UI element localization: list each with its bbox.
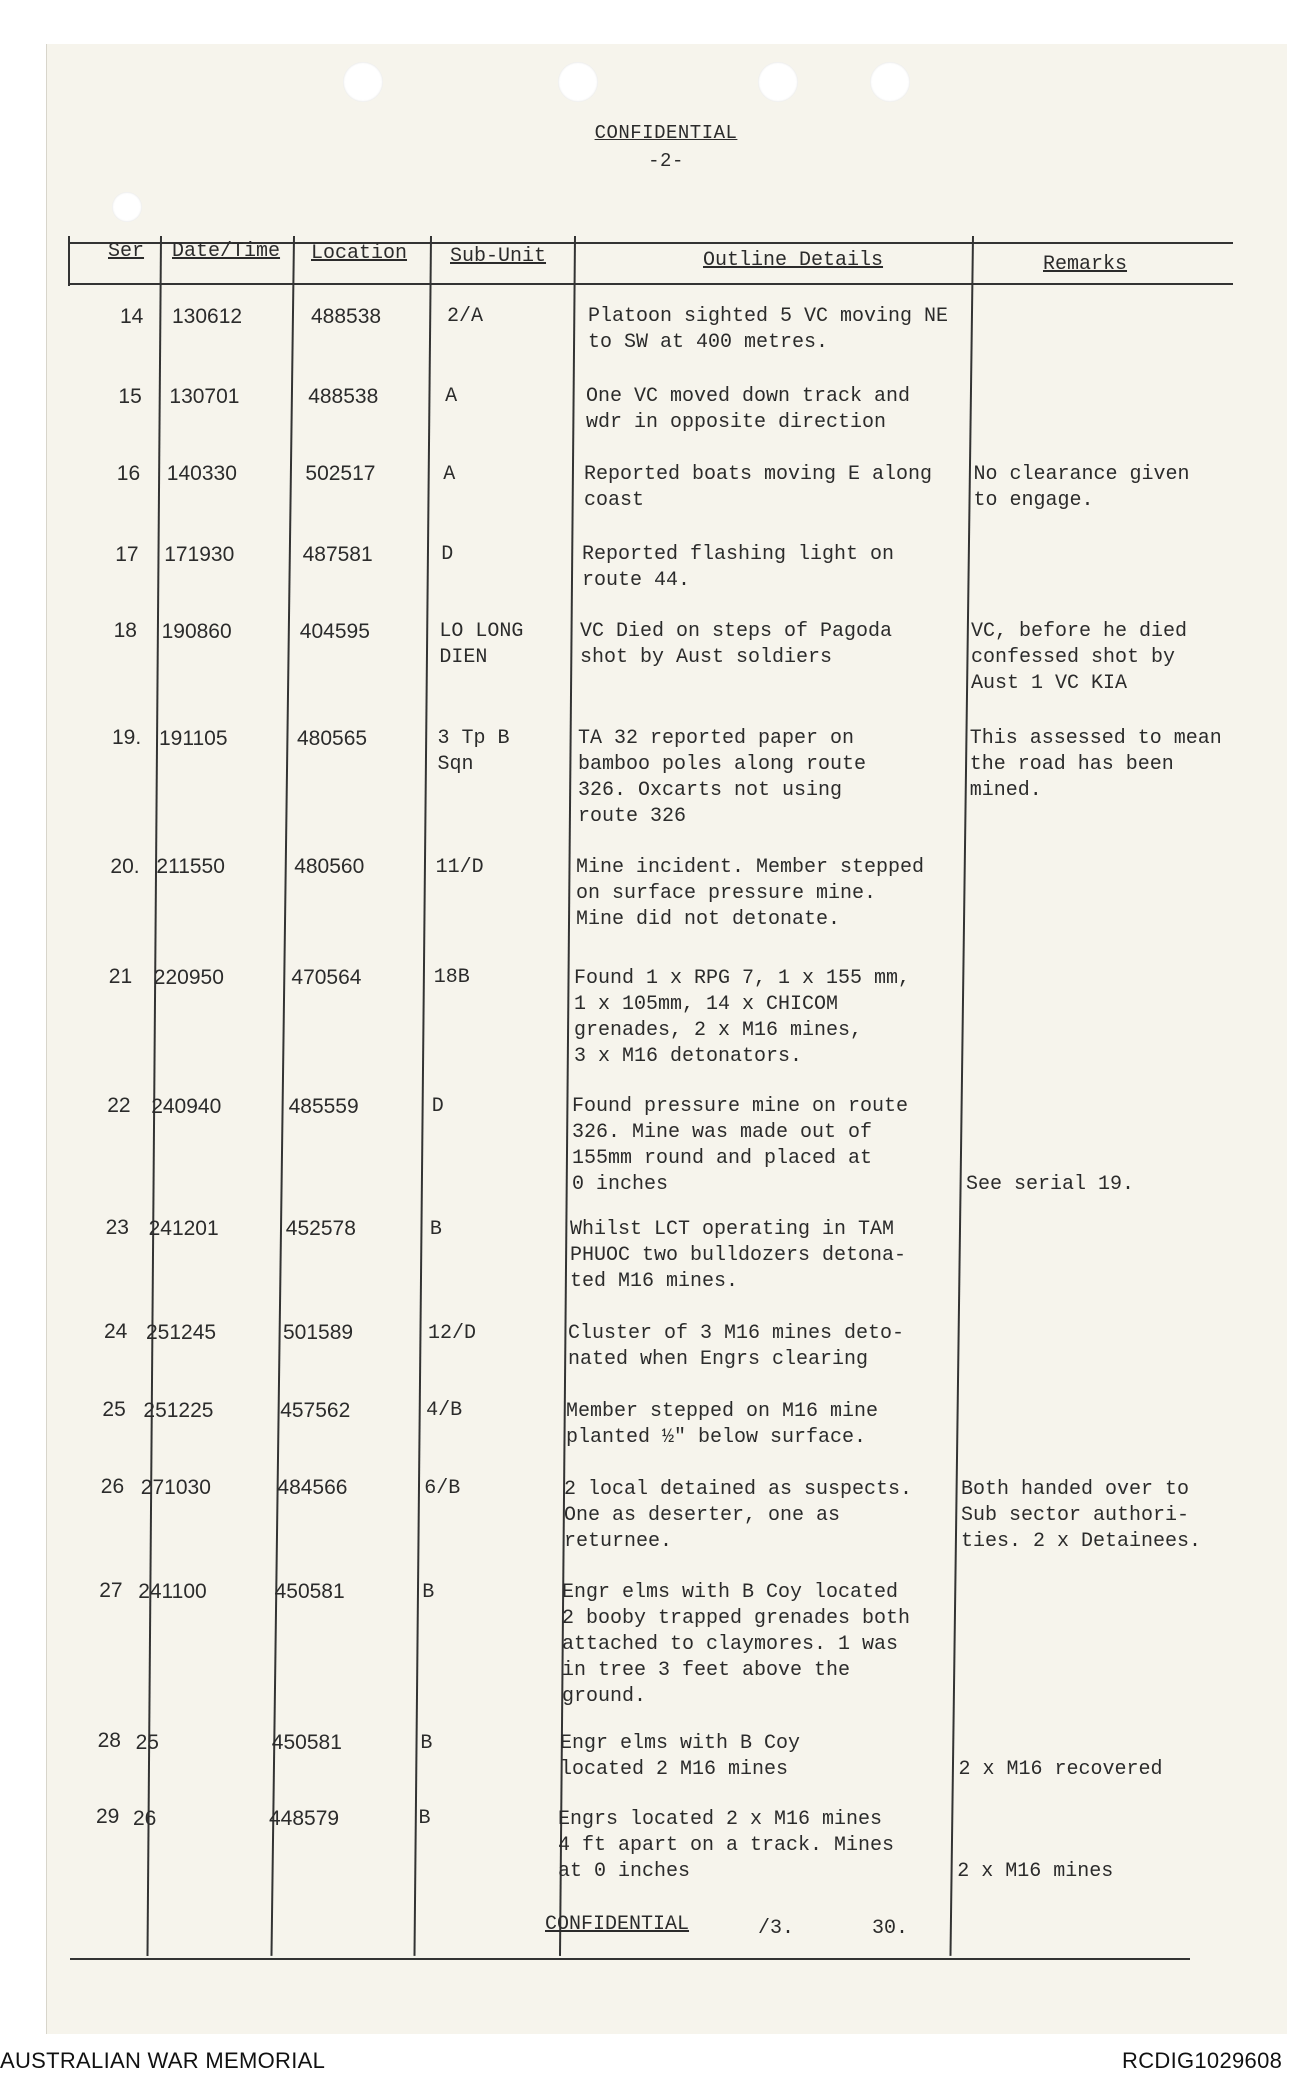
- cell-details: PHUOC two bulldozers detona-: [570, 1244, 907, 1268]
- cell-details: 2 local detained as suspects.: [564, 1477, 913, 1501]
- cell-details: located 2 M16 mines: [560, 1758, 789, 1782]
- cell-remarks: to engage.: [973, 488, 1094, 512]
- cell-location: 487581: [302, 543, 373, 567]
- cell-ser: 26: [100, 1475, 125, 1499]
- cell-details: 2 booby trapped grenades both: [562, 1607, 911, 1631]
- cell-details: Engrs located 2 x M16 mines: [558, 1808, 883, 1831]
- table-header-rule: [68, 283, 1233, 285]
- cell-datetime: 25: [135, 1730, 159, 1754]
- cell-location: 501589: [283, 1321, 354, 1344]
- cell-details: Reported flashing light on: [582, 543, 895, 567]
- cell-ser: 27: [99, 1578, 123, 1602]
- cell-details: VC Died on steps of Pagoda: [580, 620, 893, 644]
- cell-details: 0 inches: [572, 1173, 669, 1197]
- punch-hole: [870, 62, 910, 102]
- cell-details: 326. Oxcarts not using: [578, 779, 843, 802]
- punch-hole: [758, 62, 798, 102]
- cell-datetime: 241100: [138, 1580, 207, 1604]
- cell-datetime: 271030: [140, 1476, 211, 1500]
- cell-remarks: Sub sector authori-: [961, 1503, 1190, 1527]
- cell-location: 480565: [297, 726, 368, 750]
- cell-details: One as deserter, one as: [564, 1503, 841, 1527]
- continuation-mark: /3.: [758, 1917, 795, 1940]
- cell-remarks: mined.: [969, 779, 1042, 802]
- cell-subunit: B: [418, 1807, 431, 1831]
- cell-subunit: LO LONG: [439, 620, 524, 643]
- cell-ser: 23: [105, 1216, 129, 1240]
- cell-subunit: Sqn: [437, 752, 474, 776]
- cell-details: Whilst LCT operating in TAM: [570, 1218, 895, 1242]
- cell-remarks: This assessed to mean: [969, 727, 1222, 750]
- punch-hole: [112, 192, 142, 222]
- cell-remarks: Aust 1 VC KIA: [971, 672, 1128, 696]
- cell-datetime: 240940: [151, 1094, 222, 1118]
- cell-remarks: the road has been: [969, 753, 1174, 776]
- cell-ser: 28: [97, 1729, 121, 1753]
- cell-ser: 19.: [112, 726, 142, 749]
- cell-datetime: 26: [133, 1806, 157, 1830]
- cell-details: ted M16 mines.: [570, 1270, 739, 1294]
- cell-ser: 24: [104, 1320, 128, 1343]
- classification-header: CONFIDENTIAL: [594, 122, 738, 144]
- table-bottom-rule: [70, 1958, 1190, 1960]
- cell-datetime: 130612: [172, 305, 243, 328]
- cell-details: 3 x M16 detonators.: [574, 1044, 803, 1068]
- cell-location: 450581: [271, 1730, 342, 1754]
- cell-subunit: 11/D: [435, 855, 484, 879]
- cell-details: route 44.: [582, 569, 691, 593]
- cell-ser: 17: [115, 542, 139, 566]
- cell-details: in tree 3 feet above the: [562, 1659, 851, 1683]
- cell-details: on surface pressure mine.: [576, 881, 877, 905]
- cell-subunit: DIEN: [439, 646, 488, 669]
- cell-details: planted ½" below surface.: [566, 1425, 867, 1449]
- cell-details: 1 x 105mm, 14 x CHICOM: [574, 992, 839, 1016]
- cell-datetime: 251225: [143, 1398, 214, 1422]
- archive-reference: RCDIG1029608: [1122, 2048, 1283, 2073]
- cell-remarks: confessed shot by: [971, 646, 1176, 670]
- cell-datetime: 220950: [153, 965, 224, 989]
- cell-ser: 29: [96, 1805, 120, 1828]
- cell-details: returnee.: [564, 1529, 673, 1553]
- cell-ser: 14: [120, 305, 144, 328]
- cell-details: route 326: [578, 805, 687, 828]
- cell-details: nated when Engrs clearing: [568, 1348, 869, 1371]
- column-header-subunit: Sub-Unit: [450, 245, 547, 268]
- cell-location: 457562: [280, 1398, 351, 1422]
- cell-ser: 15: [118, 384, 142, 408]
- cell-ser: 22: [107, 1093, 131, 1117]
- cell-subunit: 12/D: [428, 1321, 477, 1345]
- cell-details: 326. Mine was made out of: [572, 1121, 873, 1145]
- cell-location: 404595: [299, 619, 370, 643]
- archive-credit: AUSTRALIAN WAR MEMORIAL: [0, 2048, 326, 2073]
- cell-datetime: 211550: [156, 855, 225, 879]
- cell-details: Engr elms with B Coy: [560, 1732, 801, 1756]
- cell-ser: 20.: [110, 854, 140, 878]
- cell-details: 155mm round and placed at: [572, 1147, 873, 1171]
- cell-location: 452578: [285, 1217, 356, 1241]
- cell-subunit: A: [445, 384, 458, 408]
- cell-remarks: 2 x M16 recovered: [958, 1758, 1163, 1782]
- cell-datetime: 251245: [146, 1321, 217, 1344]
- cell-details: bamboo poles along route: [578, 753, 867, 776]
- cell-details: wdr in opposite direction: [586, 410, 887, 434]
- cell-datetime: 130701: [169, 384, 240, 408]
- cell-subunit: D: [441, 543, 454, 567]
- cell-datetime: 171930: [164, 543, 235, 567]
- cell-subunit: A: [443, 462, 456, 486]
- cell-location: 448579: [269, 1806, 340, 1830]
- cell-details: Platoon sighted 5 VC moving NE: [588, 305, 949, 328]
- cell-details: Found 1 x RPG 7, 1 x 155 mm,: [574, 966, 911, 990]
- cell-subunit: 3 Tp B: [437, 726, 510, 750]
- cell-details: to SW at 400 metres.: [588, 331, 829, 354]
- cell-location: 502517: [305, 462, 376, 486]
- punch-hole: [343, 62, 383, 102]
- cell-details: grenades, 2 x M16 mines,: [574, 1018, 863, 1042]
- cell-details: shot by Aust soldiers: [580, 646, 833, 670]
- cell-subunit: B: [422, 1580, 435, 1604]
- cell-details: Mine incident. Member stepped: [576, 855, 925, 879]
- cell-location: 485559: [288, 1094, 359, 1118]
- cell-details: Cluster of 3 M16 mines deto-: [568, 1322, 905, 1345]
- cell-datetime: 190860: [161, 619, 232, 643]
- cell-details: ground.: [562, 1685, 647, 1709]
- cell-location: 480560: [294, 855, 365, 879]
- classification-footer: CONFIDENTIAL: [545, 1913, 690, 1936]
- cell-subunit: B: [429, 1217, 442, 1241]
- column-header-ser: Ser: [108, 240, 145, 263]
- cell-remarks: VC, before he died: [971, 620, 1188, 644]
- cell-details: Reported boats moving E along: [584, 462, 933, 486]
- column-header-location: Location: [311, 242, 408, 265]
- cell-details: Mine did not detonate.: [576, 907, 841, 931]
- column-divider: [68, 236, 70, 286]
- cell-details: One VC moved down track and: [586, 384, 911, 408]
- cell-subunit: 6/B: [424, 1477, 461, 1500]
- cell-ser: 25: [102, 1397, 126, 1421]
- cell-remarks: ties. 2 x Detainees.: [961, 1529, 1202, 1553]
- cell-location: 488538: [308, 384, 379, 408]
- column-header-remarks: Remarks: [1043, 253, 1128, 276]
- cell-location: 450581: [274, 1580, 345, 1604]
- cell-details: attached to claymores. 1 was: [562, 1633, 899, 1657]
- cell-remarks: 2 x M16 mines: [957, 1860, 1114, 1883]
- cell-details: Found pressure mine on route: [572, 1095, 909, 1119]
- cell-details: coast: [584, 488, 645, 512]
- cell-subunit: 18B: [433, 966, 470, 990]
- cell-remarks: No clearance given: [973, 462, 1190, 486]
- cell-subunit: 2/A: [447, 305, 484, 328]
- cell-details: Member stepped on M16 mine: [566, 1399, 879, 1423]
- cell-remarks: See serial 19.: [966, 1173, 1135, 1197]
- cell-datetime: 241201: [148, 1217, 219, 1241]
- cell-details: TA 32 reported paper on: [578, 727, 855, 750]
- cell-location: 484566: [277, 1476, 348, 1500]
- cell-ser: 18: [113, 619, 137, 643]
- cell-location: 470564: [291, 965, 362, 989]
- cell-details: 4 ft apart on a track. Mines: [558, 1834, 895, 1857]
- punch-hole: [558, 62, 598, 102]
- cell-ser: 16: [116, 462, 141, 486]
- cell-datetime: 140330: [166, 462, 237, 486]
- cell-details: at 0 inches: [558, 1860, 691, 1883]
- cell-details: Engr elms with B Coy located: [562, 1581, 899, 1605]
- cell-remarks: Both handed over to: [961, 1477, 1190, 1501]
- next-serial: 30.: [872, 1917, 909, 1940]
- cell-subunit: 4/B: [426, 1399, 463, 1423]
- page-number: -2-: [648, 150, 684, 172]
- cell-subunit: D: [431, 1095, 444, 1118]
- cell-subunit: B: [420, 1731, 433, 1755]
- cell-datetime: 191105: [159, 726, 228, 750]
- cell-ser: 21: [108, 965, 133, 989]
- column-header-details: Outline Details: [703, 249, 884, 272]
- column-header-datetime: Date/Time: [172, 240, 281, 263]
- cell-location: 488538: [311, 305, 382, 328]
